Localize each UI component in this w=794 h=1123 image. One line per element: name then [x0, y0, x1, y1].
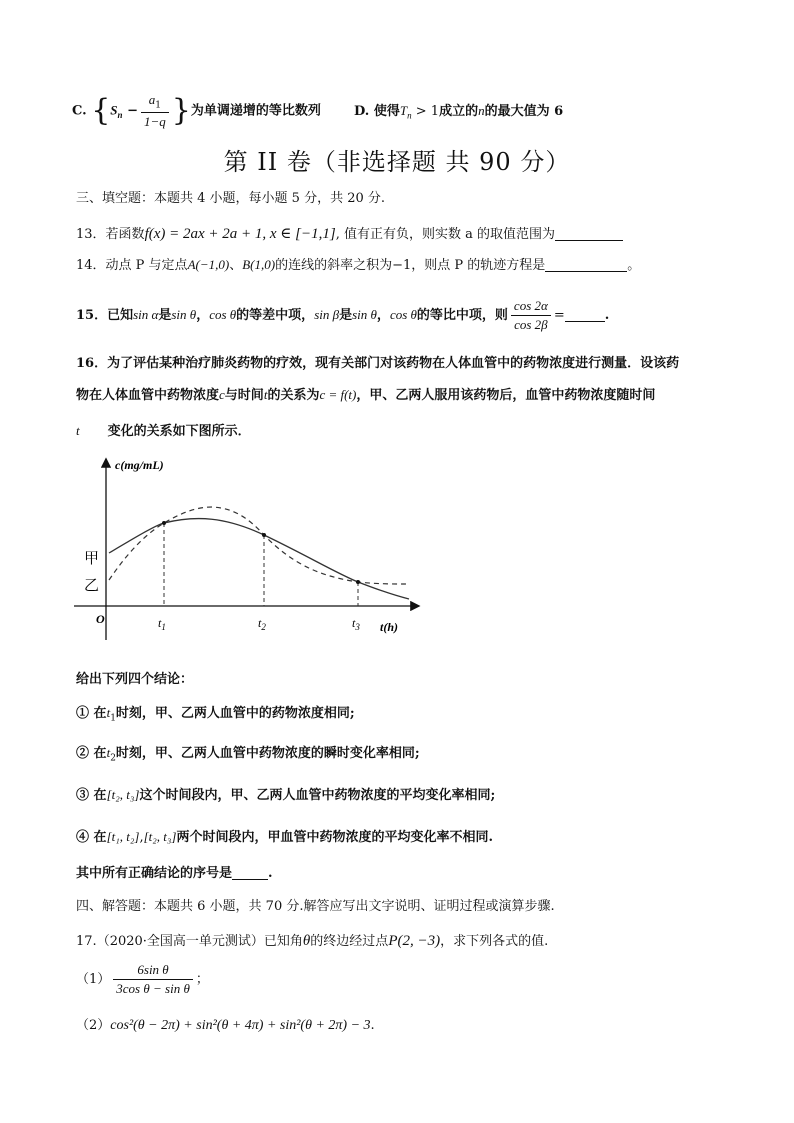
tick-label-t2: $t_2$	[258, 616, 266, 632]
intersection-t2	[262, 533, 266, 537]
answer-blank-16[interactable]	[232, 865, 268, 880]
question-17-2: （2）cos²(θ − 2π) + sin²(θ + 4π) + sin²(θ + 2π) − 3.	[76, 1018, 375, 1033]
question-16-line3: t 变化的关系如下图所示．	[76, 423, 251, 439]
section-title: 第 II 卷（非选择题 共 90 分）	[223, 148, 571, 176]
section3-heading: 三、填空题：本题共 4 小题，每小题 5 分，共 20 分.	[76, 191, 386, 206]
question-17-1: （1） $\frac{\text{6sin θ}}{\text{3cos θ − sin θ}}$ ；	[76, 962, 209, 996]
intersection-t1	[162, 521, 166, 525]
answer-blank-15[interactable]	[565, 307, 605, 322]
question-17: 17.（2020·全国高一单元测试）已知角θ的终边经过点P(2, −3)，求下列各式的值.	[76, 933, 549, 949]
conclusions-intro: 给出下列四个结论：	[76, 672, 194, 687]
option-c: C. {$S_n$ − $\frac{a_1}{1-q}$ }为单调递增的等比数列	[72, 92, 321, 129]
section4-heading: 四、解答题：本题共 6 小题，共 70 分.解答应写出文字说明、证明过程或演算步骤.	[76, 899, 555, 914]
question-13: 13．若函数f(x) = 2ax + 2a + 1, x ∈ [−1,1], 值有正有负，则实数 a 的取值范围为	[76, 223, 623, 243]
answer-blank-13[interactable]	[555, 226, 623, 241]
question-16-ask: 其中所有正确结论的序号是 .	[76, 866, 273, 881]
conclusion-1: ① 在$t_1$时刻，甲、乙两人血管中的药物浓度相同;	[76, 705, 355, 724]
x-axis-label: t(h)	[380, 620, 398, 634]
question-14: 14．动点 P 与定点A(−1,0)、B(1,0)的连线的斜率之积为−1，则点 P 的轨迹方程是 。	[76, 257, 641, 273]
legend-jia: 甲	[84, 549, 100, 567]
origin-label: O	[96, 612, 105, 626]
tick-label-t3: $t_3$	[352, 616, 360, 632]
conclusion-2: ② 在$t_2$时刻，甲、乙两人血管中药物浓度的瞬时变化率相同;	[76, 745, 420, 764]
conclusion-3: ③ 在[t₂, t₃]这个时间段内，甲、乙两人血管中药物浓度的平均变化率相同;	[76, 787, 496, 803]
legend-yi: 乙	[84, 576, 100, 594]
series-jia-line	[109, 519, 409, 599]
y-axis-label: c(mg/mL)	[115, 458, 164, 472]
question-16-line2: 物在人体血管中药物浓度c与时间t的关系为c = f(t)，甲、乙两人服用该药物后，血管中药物浓度随时间	[76, 387, 656, 403]
question-15: 15．已知sin α是sin θ，cos θ的等差中项，sin β是sin θ，cos θ的等比中项，则 $\frac{\cos 2\alpha}{\cos 2\beta}$ = .	[76, 298, 610, 332]
question-16-line1: 16．为了评估某种治疗肺炎药物的疗效，现有关部门对该药物在人体血管中的药物浓度进行测量．设该药	[76, 356, 680, 371]
tick-label-t1: $t_1$	[158, 616, 166, 632]
option-c-text: 为单调递增的等比数列	[190, 103, 321, 119]
answer-blank-14[interactable]	[545, 257, 627, 272]
intersection-t3	[356, 580, 360, 584]
conclusion-4: ④ 在[t₁, t₂],[t₂, t₃]两个时间段内，甲血管中药物浓度的平均变化率不相同.	[76, 829, 494, 845]
option-c-letter: C.	[72, 103, 87, 119]
series-yi-line	[109, 507, 409, 584]
concentration-chart	[66, 455, 426, 655]
option-d: D. 使得$T_n > 1$成立的n的最大值为 6	[354, 103, 564, 121]
